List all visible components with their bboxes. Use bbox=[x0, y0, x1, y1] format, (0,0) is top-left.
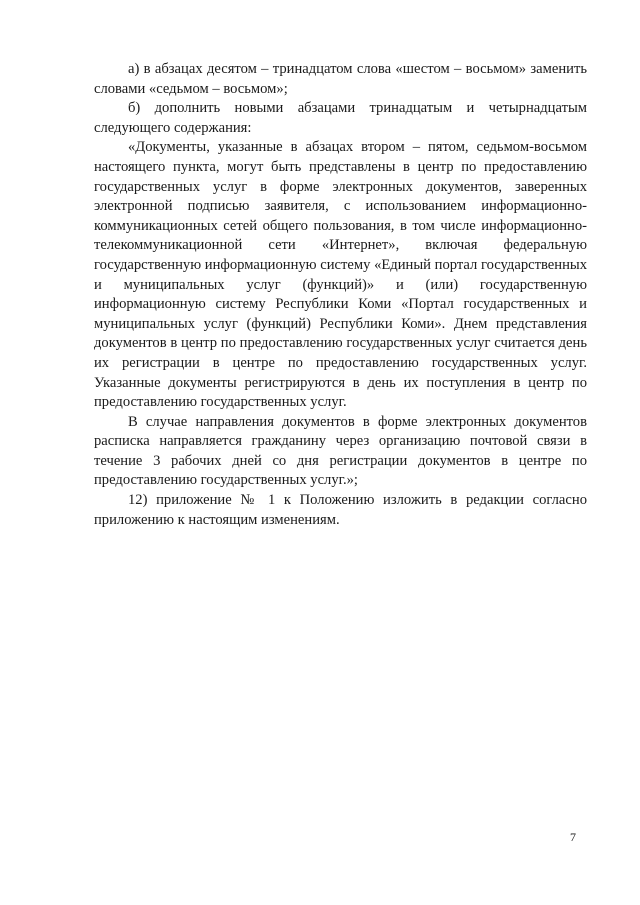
paragraph-item-12: 12) приложение № 1 к Положению изложить в редакции согласно приложению к настоящим изменениям. bbox=[94, 492, 587, 528]
paragraph-documents: «Документы, указанные в абзацах втором – пятом, седьмом-восьмом настоящего пункта, могут быть представлены в центр по предоставлению государственных услуг в форме электронных документов, заверенных электронной подписью заявителя, с использованием информационно-коммуникационных сетей общего пользования, в том числе информационно-телекоммуникационной сети «Интернет», включая федеральную государственную информационную систему «Единый портал государственных и муниципальных услуг (функций)» и (или) государственную информационную систему Республики Коми «Портал государственных и муниципальных услуг (функций) Республики Коми». Днем представления документов в центр по предоставлению государственных услуг считается день их регистрации в центре по предоставлению государственных услуг. Указанные документы регистрируются в день их поступления в центр по предоставлению государственных услуг. bbox=[94, 139, 587, 411]
paragraph-item-a: а) в абзацах десятом – тринадцатом слова «шестом – восьмом» заменить словами «седьмом – восьмом»; bbox=[94, 61, 587, 97]
paragraph-item-b: б) дополнить новыми абзацами тринадцатым и четырнадцатым следующего содержания: bbox=[94, 100, 587, 136]
page-number: 7 bbox=[570, 830, 576, 844]
paragraph-receipt: В случае направления документов в форме электронных документов расписка направляется гражданину через организацию почтовой связи в течение 3 рабочих дней со дня регистрации документов в центре по предоставлению государственных услуг.»; bbox=[94, 413, 587, 489]
document-body bbox=[94, 60, 587, 530]
